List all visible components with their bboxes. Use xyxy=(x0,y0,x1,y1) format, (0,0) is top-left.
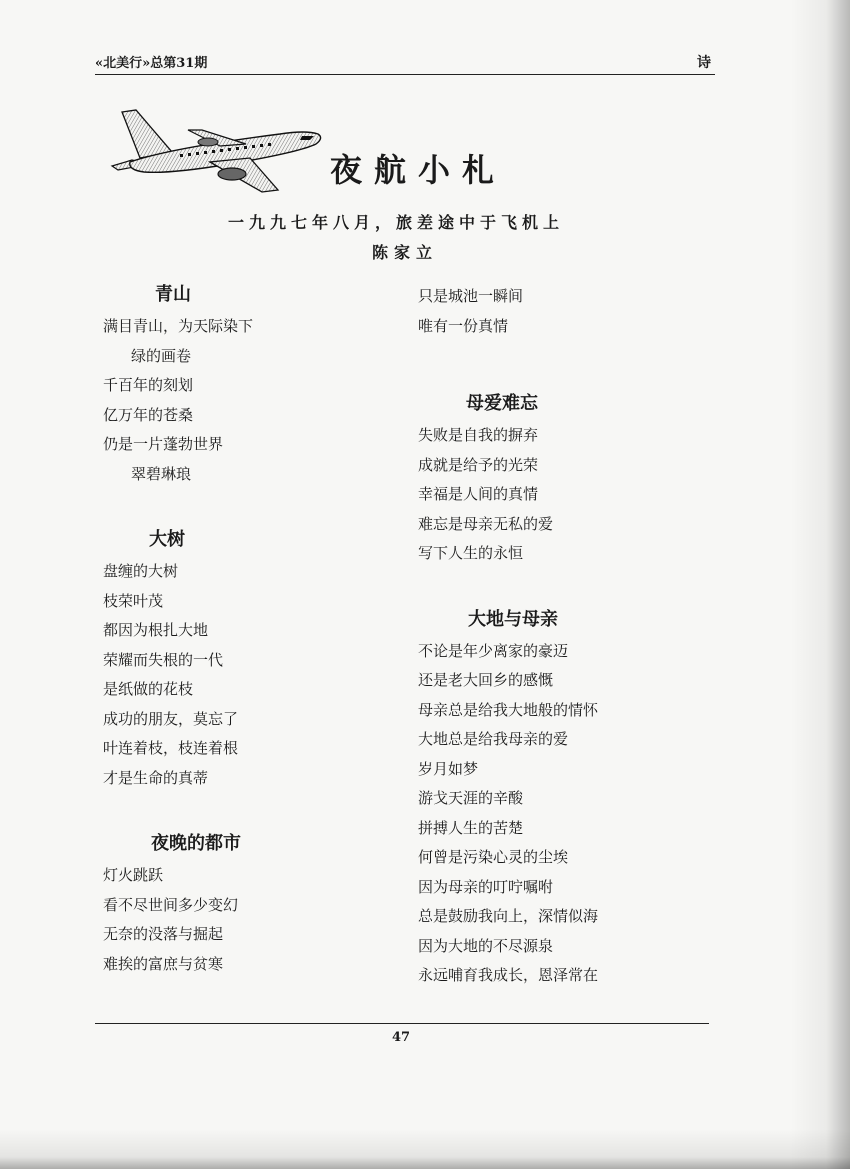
poem-line: 何曾是污染心灵的尘埃 xyxy=(418,848,569,866)
poem-line: 千百年的刻划 xyxy=(103,376,194,394)
airplane-icon xyxy=(110,100,330,200)
poem-line: 都因为根扎大地 xyxy=(103,621,209,639)
page-number: 47 xyxy=(392,1030,411,1045)
journal-issue: «北美行»总第31期 xyxy=(95,56,208,71)
poem-line: 是纸做的花枝 xyxy=(103,680,194,698)
poem-line: 不论是年少离家的豪迈 xyxy=(418,641,569,660)
poem-dashu xyxy=(103,527,363,793)
poem-line: 游戈天涯的辛酸 xyxy=(418,789,524,807)
poem-title: 青山 xyxy=(155,284,191,305)
poem-muai-nanwang xyxy=(418,391,678,569)
poem-line: 写下人生的永恒 xyxy=(418,544,524,562)
poem-line: 难忘是母亲无私的爱 xyxy=(418,514,554,533)
poem-line: 叶连着枝，枝连着根 xyxy=(103,739,239,757)
poem-line: 岁月如梦 xyxy=(418,759,479,778)
poem-title: 大地与母亲 xyxy=(468,608,558,630)
poem-qingshan xyxy=(103,282,363,489)
poem-line: 看不尽世间多少变幻 xyxy=(103,895,239,914)
poem-line: 因为大地的不尽源泉 xyxy=(418,936,554,955)
poem-line: 翠碧琳琅 xyxy=(131,464,192,483)
poem-collection-title: 夜航小札 xyxy=(330,151,507,189)
poem-title: 夜晚的都市 xyxy=(151,833,241,854)
poem-line: 无奈的没落与掘起 xyxy=(103,925,224,943)
poem-line: 只是城池一瞬间 xyxy=(418,287,524,305)
poem-line: 因为母亲的叮咛嘱咐 xyxy=(418,877,554,896)
poem-line: 枝荣叶茂 xyxy=(103,591,164,610)
poem-line: 荣耀而失根的一代 xyxy=(103,650,224,669)
poem-line: 成就是给予的光荣 xyxy=(418,455,539,474)
poem-line: 失败是自我的摒弃 xyxy=(418,426,539,444)
poem-line: 母亲总是给我大地般的情怀 xyxy=(418,700,599,719)
poem-continuation xyxy=(418,282,678,341)
poem-line: 成功的朋友，莫忘了 xyxy=(103,709,239,728)
page-edge-shadow xyxy=(790,0,850,1169)
poem-line: 还是老大回乡的感慨 xyxy=(418,671,554,689)
poem-night-city xyxy=(103,831,363,979)
poem-line: 大地总是给我母亲的爱 xyxy=(418,730,569,748)
poem-line: 才是生命的真蒂 xyxy=(103,768,209,787)
running-header xyxy=(95,50,715,75)
poem-line: 唯有一份真情 xyxy=(418,316,509,335)
poem-line: 总是鼓励我向上，深情似海 xyxy=(418,907,599,925)
poem-title: 大树 xyxy=(149,529,185,550)
poem-line: 绿的画卷 xyxy=(131,346,192,365)
poem-line: 亿万年的苍桑 xyxy=(103,405,194,424)
poem-line: 永远哺育我成长，恩泽常在 xyxy=(418,966,599,984)
poem-dadi-muqin xyxy=(418,607,678,991)
poem-line: 盘缠的大树 xyxy=(103,562,179,580)
left-column xyxy=(103,282,363,1017)
poem-line: 幸福是人间的真情 xyxy=(418,485,539,503)
poem-line: 灯火跳跃 xyxy=(103,866,164,884)
poem-collection-subtitle: 一九九七年八月，旅差途中于飞机上 xyxy=(228,213,565,232)
right-column xyxy=(418,282,678,1029)
section-label: 诗 xyxy=(697,55,711,71)
poem-line: 难挨的富庶与贫寒 xyxy=(103,954,224,973)
author-name: 陈家立 xyxy=(372,243,439,262)
footer-rule xyxy=(95,1023,709,1024)
poem-title: 母爱难忘 xyxy=(466,393,538,414)
poem-line: 满目青山，为天际染下 xyxy=(103,317,254,335)
page-bottom-shadow xyxy=(0,1129,850,1169)
poem-line: 拼搏人生的苦楚 xyxy=(418,818,524,837)
poem-line: 仍是一片蓬勃世界 xyxy=(103,435,224,453)
